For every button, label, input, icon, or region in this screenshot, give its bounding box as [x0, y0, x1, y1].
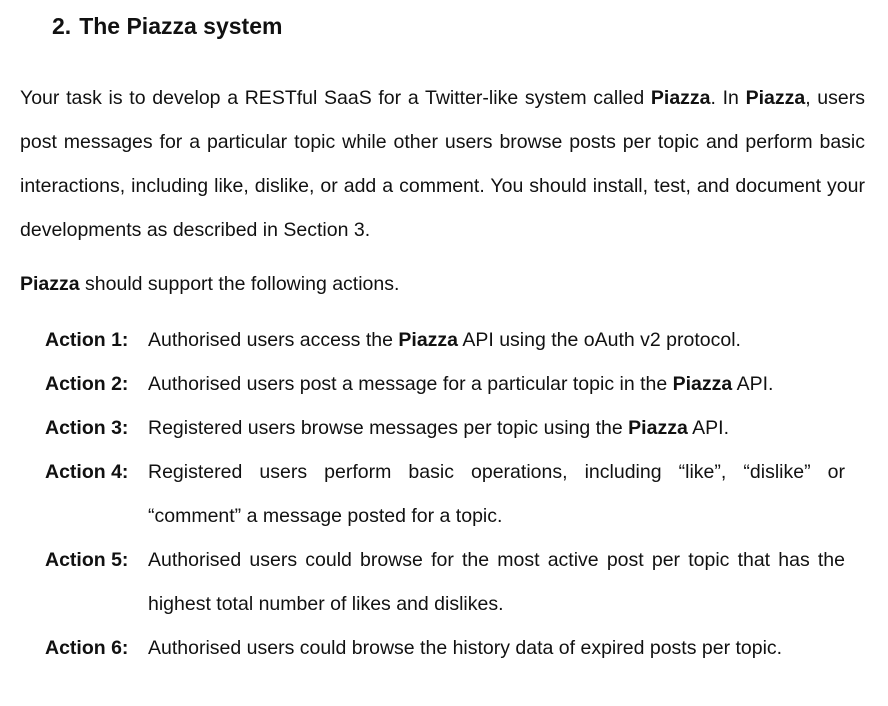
action-label: Action 3:	[45, 417, 129, 439]
support-bold-name: Piazza	[20, 273, 80, 295]
action-item	[45, 626, 845, 670]
intro-text: Your task is to develop a RESTful SaaS for a Twitter-like system called	[20, 87, 651, 109]
intro-text: . In	[710, 87, 746, 109]
intro-bold-name: Piazza	[650, 87, 711, 109]
action-item	[45, 406, 845, 450]
action-text-part: Registered users browse messages per topic using the	[148, 417, 629, 439]
action-text: Authorised users could browse the history data of expired posts per topic.	[148, 637, 783, 659]
actions-list	[45, 318, 845, 670]
action-label: Action 5:	[45, 549, 129, 571]
section-heading	[52, 10, 282, 42]
action-item	[45, 450, 845, 538]
action-text: Authorised users could browse for the most active post per topic that has the highest total number of likes and dislikes.	[148, 549, 845, 615]
action-text	[148, 318, 845, 362]
action-text-part: API using the oAuth v2 protocol.	[458, 329, 741, 351]
action-text	[148, 406, 845, 450]
action-label: Action 1:	[45, 329, 129, 351]
action-item	[45, 318, 845, 362]
action-bold-name: Piazza	[672, 373, 733, 395]
action-text-part: Authorised users access the	[148, 329, 399, 351]
intro-paragraph	[20, 76, 865, 252]
action-text-part: API.	[732, 373, 774, 395]
section-number: 2.	[52, 13, 72, 39]
action-text-part: Authorised users post a message for a particular topic in the	[148, 373, 673, 395]
action-label: Action 2:	[45, 373, 129, 395]
support-paragraph	[20, 262, 399, 306]
action-text: Registered users perform basic operations, including “like”, “dislike” or “comment” a message posted for a topic.	[148, 461, 845, 527]
section-title: The Piazza system	[79, 13, 283, 39]
action-bold-name: Piazza	[628, 417, 688, 439]
action-item	[45, 538, 845, 626]
action-label: Action 4:	[45, 461, 129, 483]
action-label: Action 6:	[45, 637, 129, 659]
action-text-part: API.	[687, 417, 729, 439]
intro-bold-name: Piazza	[745, 87, 806, 109]
support-text: should support the following actions.	[79, 273, 400, 295]
action-item	[45, 362, 845, 406]
action-bold-name: Piazza	[398, 329, 459, 351]
intro-text: , users post messages for a particular topic while other users browse posts per topic and perform basic interactions, including like, dislike, or add a comment. You should install, test, and document your developments as described in Section 3.	[20, 87, 865, 241]
action-text	[148, 362, 845, 406]
